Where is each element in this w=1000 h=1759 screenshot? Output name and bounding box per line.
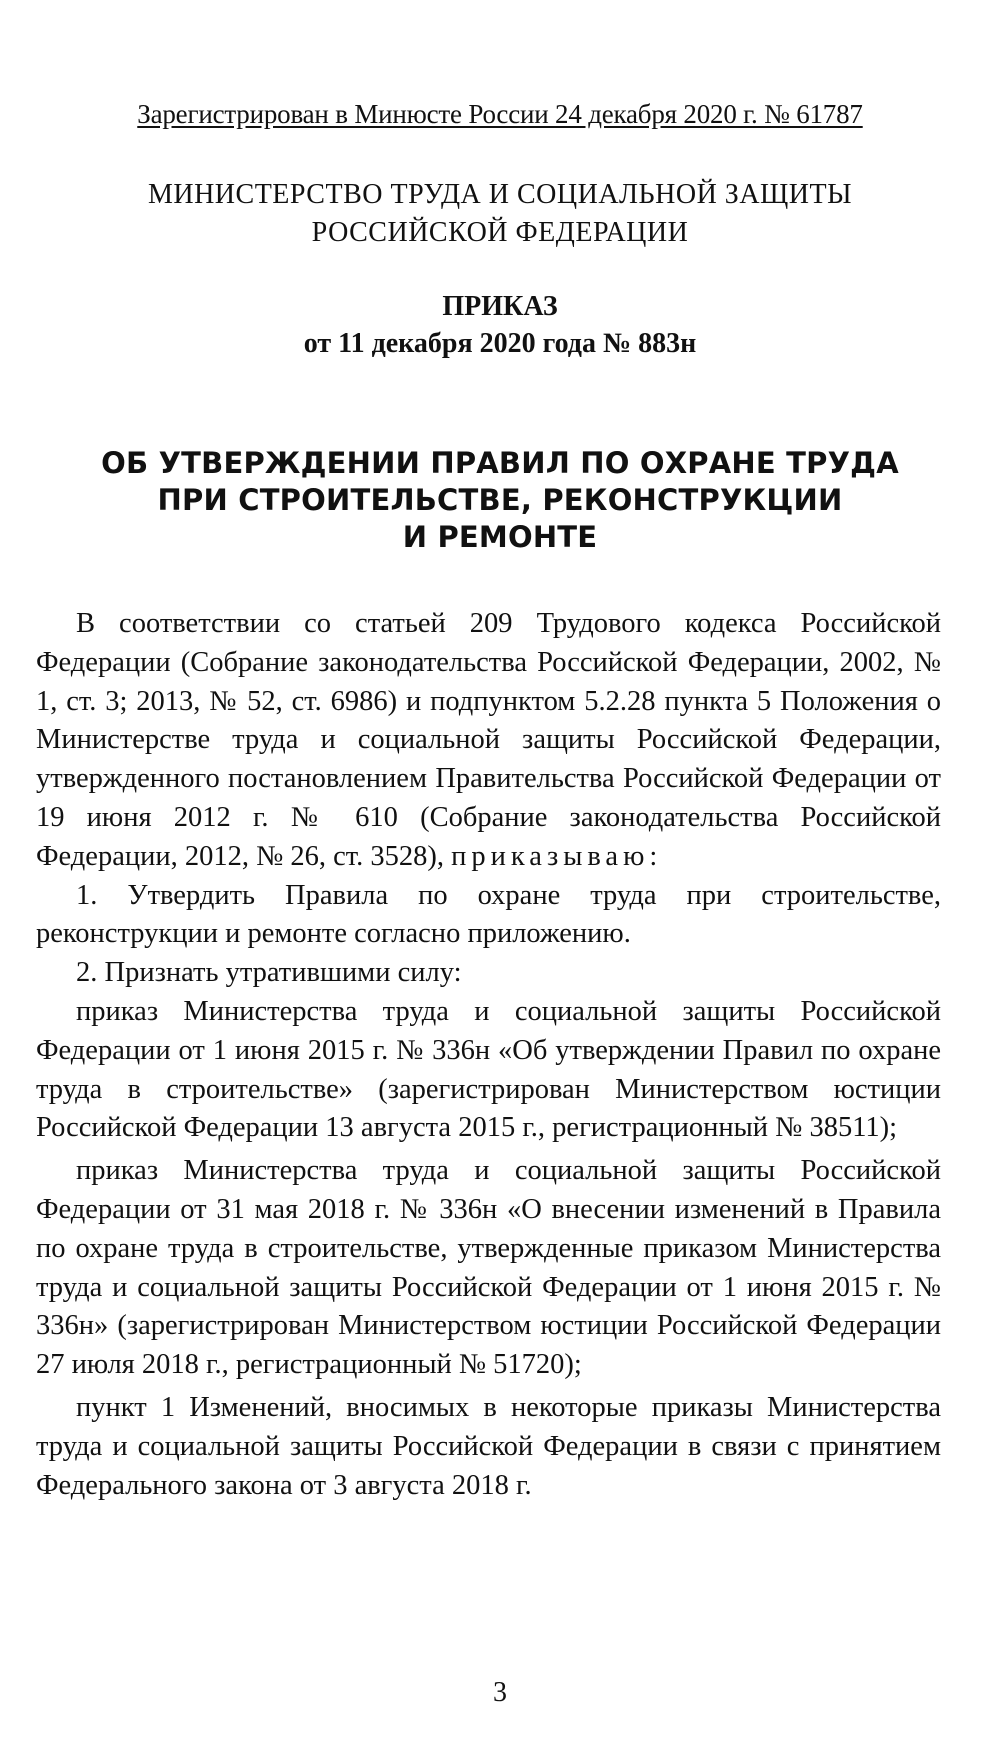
order-date: от 11 декабря 2020 года № 883н bbox=[303, 328, 697, 359]
document-title-line-1: ОБ УТВЕРЖДЕНИИ ПРАВИЛ ПО ОХРАНЕ ТРУДА bbox=[101, 446, 899, 480]
paragraph-item-2: 2. Признать утратившими силу: bbox=[76, 957, 462, 989]
document-title bbox=[0, 445, 1000, 556]
preamble-text: В соответствии со статьей 209 Трудового кодекса Российской Федерации (Собрание законодательства Российской Федерации, 2002, № 1, ст. 3; 2013, № 52, ст. 6986) и подпунктом 5.2.28 пункта 5 Положения о Министерстве труда и социальной защиты Российской Федерации, утвержденного постановлением Правительства Российской Федерации от 19 июня 2012 г. № 610 (Собрание законодательства Российской Федерации, 2012, № 26, ст. 3528), bbox=[36, 608, 941, 872]
page-number: 3 bbox=[493, 1677, 507, 1708]
paragraph-repealed-order-2: приказ Министерства труда и социальной защиты Российской Федерации от 31 мая 2018 г. № 336н «О внесении изменений в Правила по охране труда в строительстве, утвержденные приказом Министерства труда и социальной защиты Российской Федерации от 1 июня 2015 г. № 336н» (зарегистрирован Министерством юстиции Российской Федерации 27 июля 2018 г., регистрационный № 51720); bbox=[36, 1155, 941, 1381]
paragraph-repealed-order-1: приказ Министерства труда и социальной защиты Российской Федерации от 1 июня 2015 г. № 336н «Об утверждении Правил по охране труда в строительстве» (зарегистрирован Министерством юстиции Российской Федерации 13 августа 2015 г., регистрационный № 38511); bbox=[36, 995, 941, 1144]
paragraph-repealed-order-3: пункт 1 Изменений, вносимых в некоторые приказы Министерства труда и социальной защиты Российской Федерации в связи с принятием Федерального закона от 3 августа 2018 г. bbox=[36, 1391, 941, 1501]
ministry-name-line-2: РОССИЙСКОЙ ФЕДЕРАЦИИ bbox=[311, 217, 689, 248]
order-title: ПРИКАЗ bbox=[442, 291, 558, 322]
order-word: приказываю: bbox=[451, 840, 663, 872]
ministry-name bbox=[0, 176, 1000, 252]
document-body bbox=[36, 605, 941, 1505]
paragraph-preamble bbox=[36, 605, 941, 877]
document-title-line-2: ПРИ СТРОИТЕЛЬСТВЕ, РЕКОНСТРУКЦИИ bbox=[157, 483, 843, 517]
ministry-name-line-1: МИНИСТЕРСТВО ТРУДА И СОЦИАЛЬНОЙ ЗАЩИТЫ bbox=[147, 179, 853, 210]
registration-note: Зарегистрирован в Минюсте России 24 декабря 2020 г. № 61787 bbox=[137, 99, 863, 129]
document-title-line-3: И РЕМОНТЕ bbox=[402, 520, 598, 554]
paragraph-item-1: 1. Утвердить Правила по охране труда при строительстве, реконструкции и ремонте согласно приложению. bbox=[36, 879, 941, 950]
